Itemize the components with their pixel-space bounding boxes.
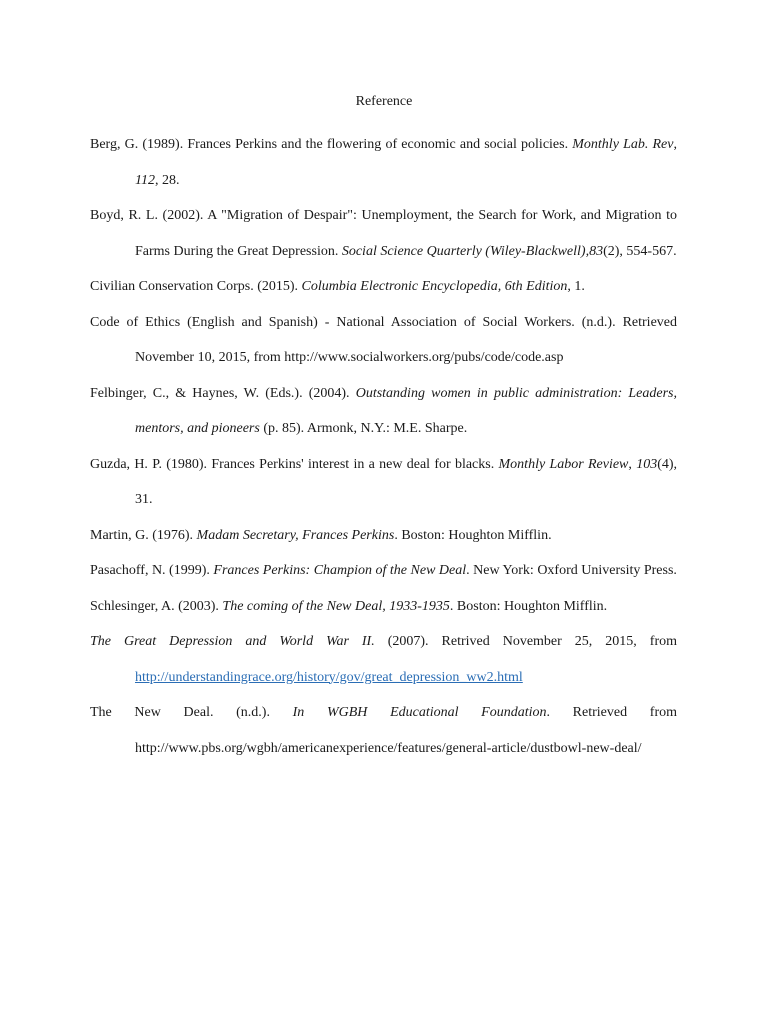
reference-entry bbox=[90, 695, 677, 766]
reference-entry bbox=[90, 589, 677, 625]
reference-text: Berg, G. (1989). Frances Perkins and the flowering of economic and social policies. bbox=[90, 137, 573, 152]
reference-link[interactable]: http://understandingrace.org/history/gov/great_depression_ww2.html bbox=[135, 669, 523, 685]
reference-volume: 112 bbox=[135, 172, 155, 188]
reference-text: , 1. bbox=[567, 279, 585, 294]
reference-text: (2), 554-567. bbox=[603, 243, 677, 259]
reference-entry bbox=[90, 127, 677, 198]
reference-text: (4), 31. bbox=[135, 456, 678, 507]
reference-source: Monthly Lab. Rev bbox=[572, 137, 674, 152]
reference-text: The New Deal. (n.d.). bbox=[90, 705, 293, 720]
reference-text: Martin, G. (1976). bbox=[90, 527, 197, 543]
reference-text: , bbox=[673, 137, 677, 152]
reference-entry bbox=[90, 305, 677, 376]
reference-text: . New York: Oxford University Press. bbox=[466, 563, 677, 578]
reference-entry bbox=[90, 269, 677, 305]
reference-text: Code of Ethics (English and Spanish) - National Association of Social Workers. (n.d.). Retrieved November 10, 2015, from http://www.socialworkers.org/pubs/code/code.asp bbox=[90, 314, 677, 365]
page-title: Reference bbox=[355, 94, 413, 109]
reference-source: The Great Depression and World War II. bbox=[90, 634, 375, 649]
reference-text: , bbox=[628, 456, 637, 472]
reference-text: Civilian Conservation Corps. (2015). bbox=[90, 279, 302, 294]
reference-source: Social Science Quarterly (Wiley-Blackwell),83 bbox=[341, 243, 604, 259]
reference-text: . Boston: Houghton Mifflin. bbox=[449, 598, 608, 614]
reference-source: Outstanding women in public administration: Leaders, mentors, and pioneers bbox=[135, 385, 677, 436]
reference-source: Frances Perkins: Champion of the New Deal bbox=[213, 563, 467, 578]
reference-text: Felbinger, C., & Haynes, W. (Eds.). (2004). bbox=[90, 385, 356, 401]
reference-entry bbox=[90, 447, 677, 518]
reference-text: . Boston: Houghton Mifflin. bbox=[394, 527, 552, 543]
reference-entry bbox=[90, 518, 677, 554]
reference-text: , 28. bbox=[154, 172, 180, 188]
reference-source: Monthly Labor Review bbox=[498, 456, 629, 472]
reference-entry bbox=[90, 376, 677, 447]
reference-entry bbox=[90, 553, 677, 589]
reference-text: Pasachoff, N. (1999). bbox=[90, 563, 214, 578]
reference-source: Columbia Electronic Encyclopedia, 6th Edition bbox=[301, 279, 568, 294]
reference-text: . Retrieved from http://www.pbs.org/wgbh/americanexperience/features/general-article/dustbowl-new-deal/ bbox=[135, 705, 677, 756]
reference-volume: 103 bbox=[636, 456, 658, 472]
reference-source: The coming of the New Deal, 1933-1935 bbox=[222, 598, 450, 614]
reference-text: Boyd, R. L. (2002). A "Migration of Despair": Unemployment, the Search for Work, and Migration to Farms During the Great Depression. bbox=[90, 208, 677, 259]
reference-text: (2007). Retrived November 25, 2015, from bbox=[374, 634, 677, 649]
reference-entry bbox=[90, 198, 677, 269]
reference-text: Guzda, H. P. (1980). Frances Perkins' interest in a new deal for blacks. bbox=[90, 456, 499, 472]
reference-list bbox=[90, 127, 677, 766]
reference-text: Schlesinger, A. (2003). bbox=[90, 598, 223, 614]
reference-text: (p. 85). Armonk, N.Y.: M.E. Sharpe. bbox=[259, 421, 468, 436]
reference-source: Madam Secretary, Frances Perkins bbox=[196, 527, 395, 543]
reference-source: In WGBH Educational Foundation bbox=[292, 705, 547, 720]
reference-entry bbox=[90, 624, 677, 695]
